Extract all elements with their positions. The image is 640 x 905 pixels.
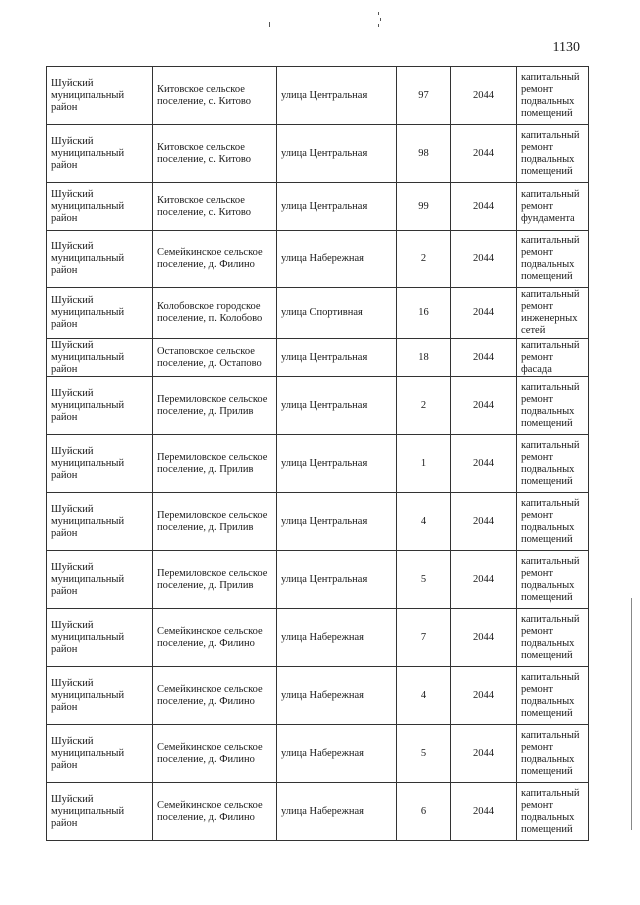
house-number-cell: 4	[397, 667, 451, 725]
work-type-cell: капитальный ремонт фундамента	[517, 183, 589, 231]
table-row	[47, 725, 589, 783]
table-row	[47, 183, 589, 231]
street-cell: улица Центральная	[277, 125, 397, 183]
street-cell: улица Центральная	[277, 339, 397, 377]
year-cell: 2044	[451, 67, 517, 125]
table-row	[47, 667, 589, 725]
house-number-cell: 16	[397, 288, 451, 339]
work-type-cell: капитальный ремонт подвальных помещений	[517, 67, 589, 125]
settlement-cell: Китовское сельское поселение, с. Китово	[153, 67, 277, 125]
settlement-cell: Китовское сельское поселение, с. Китово	[153, 183, 277, 231]
district-cell: Шуйский муниципальный район	[47, 551, 153, 609]
scan-artifact	[269, 22, 270, 27]
house-number-cell: 7	[397, 609, 451, 667]
house-number-cell: 5	[397, 725, 451, 783]
settlement-cell: Семейкинское сельское поселение, д. Филино	[153, 609, 277, 667]
table-row	[47, 377, 589, 435]
settlement-cell: Семейкинское сельское поселение, д. Филино	[153, 725, 277, 783]
district-cell: Шуйский муниципальный район	[47, 493, 153, 551]
district-cell: Шуйский муниципальный район	[47, 377, 153, 435]
district-cell: Шуйский муниципальный район	[47, 288, 153, 339]
house-number-cell: 98	[397, 125, 451, 183]
year-cell: 2044	[451, 288, 517, 339]
house-number-cell: 2	[397, 231, 451, 288]
scan-edge-line	[631, 598, 632, 830]
scan-artifact	[380, 18, 381, 21]
page-number: 1130	[552, 40, 580, 55]
records-table	[46, 66, 589, 841]
table-row	[47, 288, 589, 339]
settlement-cell: Семейкинское сельское поселение, д. Филино	[153, 667, 277, 725]
work-type-cell: капитальный ремонт подвальных помещений	[517, 125, 589, 183]
district-cell: Шуйский муниципальный район	[47, 609, 153, 667]
table-row	[47, 609, 589, 667]
settlement-cell: Семейкинское сельское поселение, д. Филино	[153, 231, 277, 288]
year-cell: 2044	[451, 783, 517, 841]
district-cell: Шуйский муниципальный район	[47, 667, 153, 725]
work-type-cell: капитальный ремонт подвальных помещений	[517, 377, 589, 435]
year-cell: 2044	[451, 551, 517, 609]
table-row	[47, 435, 589, 493]
work-type-cell: капитальный ремонт подвальных помещений	[517, 783, 589, 841]
district-cell: Шуйский муниципальный район	[47, 67, 153, 125]
work-type-cell: капитальный ремонт инженерных сетей	[517, 288, 589, 339]
house-number-cell: 6	[397, 783, 451, 841]
year-cell: 2044	[451, 377, 517, 435]
settlement-cell: Перемиловское сельское поселение, д. Прилив	[153, 551, 277, 609]
year-cell: 2044	[451, 493, 517, 551]
year-cell: 2044	[451, 609, 517, 667]
work-type-cell: капитальный ремонт подвальных помещений	[517, 231, 589, 288]
year-cell: 2044	[451, 339, 517, 377]
house-number-cell: 99	[397, 183, 451, 231]
street-cell: улица Набережная	[277, 231, 397, 288]
year-cell: 2044	[451, 125, 517, 183]
work-type-cell: капитальный ремонт подвальных помещений	[517, 667, 589, 725]
year-cell: 2044	[451, 725, 517, 783]
district-cell: Шуйский муниципальный район	[47, 725, 153, 783]
street-cell: улица Центральная	[277, 493, 397, 551]
district-cell: Шуйский муниципальный район	[47, 125, 153, 183]
street-cell: улица Центральная	[277, 435, 397, 493]
year-cell: 2044	[451, 183, 517, 231]
settlement-cell: Остаповское сельское поселение, д. Остапово	[153, 339, 277, 377]
table-row	[47, 67, 589, 125]
work-type-cell: капитальный ремонт подвальных помещений	[517, 551, 589, 609]
street-cell: улица Спортивная	[277, 288, 397, 339]
work-type-cell: капитальный ремонт фасада	[517, 339, 589, 377]
street-cell: улица Центральная	[277, 377, 397, 435]
scan-artifact	[378, 12, 379, 15]
table-row	[47, 125, 589, 183]
settlement-cell: Семейкинское сельское поселение, д. Филино	[153, 783, 277, 841]
house-number-cell: 5	[397, 551, 451, 609]
settlement-cell: Китовское сельское поселение, с. Китово	[153, 125, 277, 183]
work-type-cell: капитальный ремонт подвальных помещений	[517, 609, 589, 667]
street-cell: улица Набережная	[277, 667, 397, 725]
table-row	[47, 493, 589, 551]
house-number-cell: 97	[397, 67, 451, 125]
year-cell: 2044	[451, 667, 517, 725]
year-cell: 2044	[451, 231, 517, 288]
settlement-cell: Колобовское городское поселение, п. Колобово	[153, 288, 277, 339]
house-number-cell: 18	[397, 339, 451, 377]
table-row	[47, 783, 589, 841]
work-type-cell: капитальный ремонт подвальных помещений	[517, 725, 589, 783]
house-number-cell: 1	[397, 435, 451, 493]
work-type-cell: капитальный ремонт подвальных помещений	[517, 435, 589, 493]
scan-artifact	[378, 24, 379, 27]
house-number-cell: 4	[397, 493, 451, 551]
house-number-cell: 2	[397, 377, 451, 435]
street-cell: улица Центральная	[277, 551, 397, 609]
table-row	[47, 231, 589, 288]
street-cell: улица Центральная	[277, 67, 397, 125]
table-row	[47, 551, 589, 609]
work-type-cell: капитальный ремонт подвальных помещений	[517, 493, 589, 551]
street-cell: улица Набережная	[277, 609, 397, 667]
table-row	[47, 339, 589, 377]
district-cell: Шуйский муниципальный район	[47, 231, 153, 288]
street-cell: улица Набережная	[277, 783, 397, 841]
street-cell: улица Центральная	[277, 183, 397, 231]
settlement-cell: Перемиловское сельское поселение, д. Прилив	[153, 435, 277, 493]
settlement-cell: Перемиловское сельское поселение, д. Прилив	[153, 377, 277, 435]
settlement-cell: Перемиловское сельское поселение, д. Прилив	[153, 493, 277, 551]
district-cell: Шуйский муниципальный район	[47, 435, 153, 493]
district-cell: Шуйский муниципальный район	[47, 339, 153, 377]
district-cell: Шуйский муниципальный район	[47, 183, 153, 231]
district-cell: Шуйский муниципальный район	[47, 783, 153, 841]
year-cell: 2044	[451, 435, 517, 493]
street-cell: улица Набережная	[277, 725, 397, 783]
